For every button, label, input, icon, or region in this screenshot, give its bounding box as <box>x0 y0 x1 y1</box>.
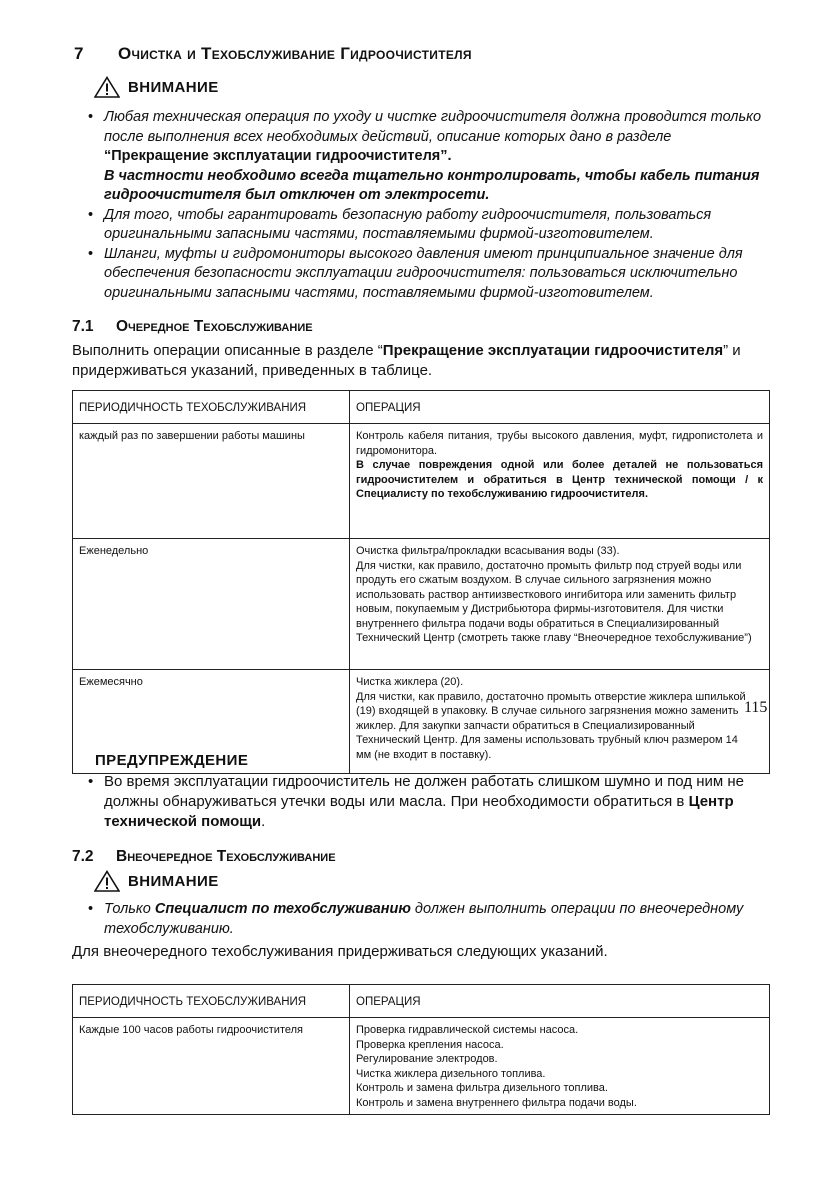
list-item: • Для того, чтобы гарантировать безопасную работу гидроочистителя, пользоваться оригинальными запасными частями, поставляемыми фирмой-изготовителем. <box>88 206 712 242</box>
warning-heading: ПРЕДУПРЕЖДЕНИЕ <box>95 752 249 769</box>
maintenance-table-extraordinary <box>72 984 770 1115</box>
warning-bold: Центр технической помощи <box>104 793 734 830</box>
warning-text: . <box>261 813 266 830</box>
attention-bold: Специалист по техобслуживанию <box>154 901 411 917</box>
list-item: • Только Специалист по техобслуживанию должен выполнить операции по внеочередному техобслуживанию. <box>88 901 744 937</box>
period-cell: Каждые 100 часов работы гидроочистителя <box>73 1018 350 1115</box>
operation-bold: В случае повреждения одной или более деталей не пользоваться гидроочистителем и обратиться в Центр технической помощи / к Специалисту по техобслуживанию гидроочистителя. <box>356 459 763 500</box>
maintenance-table-regular <box>72 390 770 774</box>
bullet-bold: В частности необходимо всегда тщательно контролировать, чтобы кабель питания гидроочистителя был отключен от электросети. <box>104 167 760 203</box>
section-number: 7.1 <box>72 318 94 335</box>
section-number: 7.2 <box>72 848 94 865</box>
warning-list <box>88 772 778 832</box>
table-row <box>73 539 770 670</box>
attention-text: должен выполнить операции по внеочередному техобслуживанию. <box>104 901 744 937</box>
table-row <box>73 1018 770 1115</box>
attention-list-2 <box>88 900 778 939</box>
operation-cell: Чистка жиклера (20). Для чистки, как правило, достаточно промыть отверстие жиклера шпилькой (19) входящей в упаковку. В случае сильного загрязнения можно заменить жиклер. Для закупки запчасти обратиться в Специализированный Технический Центр. Для замены использовать трубный ключ размером 14 мм (не входит в поставку). <box>350 670 770 774</box>
attention-list-1 <box>88 108 772 303</box>
operation-cell <box>350 424 770 539</box>
period-cell: Ежемесячно <box>73 670 350 774</box>
list-item: • Любая техническая операция по уходу и чистке гидроочистителя должна проводится только после выполнения всех необходимых действий, описание которых дано в разделе “Прекращение эксплуатации гидроочистителя”. В частности необходимо всегда тщательно контролировать, чтобы кабель питания гидроочистителя был отключен от электросети. <box>88 108 772 206</box>
section-title: Очередное Техобслуживание <box>116 318 313 335</box>
warning-triangle-icon <box>94 76 120 98</box>
bullet-text: Шланги, муфты и гидромониторы высокого давления имеют принципиальное значение для обеспечения безопасности эксплуатации гидроочистителя: пользоваться исключительно оригинальными запасными частями, поставляемыми фирмой-изготовителем. <box>104 245 743 301</box>
page-number: 115 <box>744 699 768 716</box>
attention-text: Только <box>104 901 155 917</box>
intro-bold: Прекращение эксплуатации гидроочистителя <box>382 342 724 359</box>
bullet-text: Любая техническая операция по уходу и чистке гидроочистителя должна проводится только после выполнения всех необходимых действий, описание которых дано в разделе <box>104 109 762 145</box>
section-7-1-heading <box>72 318 313 336</box>
intro-text: Выполнить операции описанные в разделе “ <box>72 342 383 359</box>
period-cell: каждый раз по завершении работы машины <box>73 424 350 539</box>
warning-text: Во время эксплуатации гидроочиститель не должен работать слишком шумно и под ним не должны обнаруживаться утечки воды или масла. При необходимости обратиться в <box>104 773 745 810</box>
bullet-text: Для того, чтобы гарантировать безопасную работу гидроочистителя, пользоваться оригинальными запасными частями, поставляемыми фирмой-изготовителем. <box>104 206 712 242</box>
table-row <box>73 424 770 539</box>
period-cell: Еженедельно <box>73 539 350 670</box>
section-7-1-intro <box>72 341 780 381</box>
column-header: ПЕРИОДИЧНОСТЬ ТЕХОБСЛУЖИВАНИЯ <box>73 391 350 424</box>
table-header-row <box>73 985 770 1018</box>
attention-label: ВНИМАНИЕ <box>128 78 219 96</box>
column-header: ПЕРИОДИЧНОСТЬ ТЕХОБСЛУЖИВАНИЯ <box>73 985 350 1018</box>
section-number: 7 <box>74 44 84 63</box>
column-header: ОПЕРАЦИЯ <box>350 985 770 1018</box>
section-title: Очистка и Техобслуживание Гидроочистителя <box>118 44 472 63</box>
operation-text: Контроль кабеля питания, трубы высокого давления, муфт, гидропистолета и гидромонитора. <box>356 430 763 457</box>
list-item: • Шланги, муфты и гидромониторы высокого давления имеют принципиальное значение для обеспечения безопасности эксплуатации гидроочистителя: пользоваться исключительно оригинальными запасными частями, поставляемыми фирмой-изготовителем. <box>88 245 743 301</box>
column-header: ОПЕРАЦИЯ <box>350 391 770 424</box>
attention-heading-2 <box>94 870 219 892</box>
section-title: Внеочередное Техобслуживание <box>116 848 336 865</box>
attention-label: ВНИМАНИЕ <box>128 872 219 890</box>
attention-heading-1 <box>94 76 219 98</box>
operation-cell: Проверка гидравлической системы насоса. Проверка крепления насоса. Регулирование электродов. Чистка жиклера дизельного топлива. Контроль и замена фильтра дизельного топлива. Контроль и замена внутреннего фильтра подачи воды. <box>350 1018 770 1115</box>
list-item: • Во время эксплуатации гидроочиститель не должен работать слишком шумно и под ним не должны обнаруживаться утечки воды или масла. При необходимости обратиться в Центр технической помощи. <box>88 773 745 830</box>
section-7-2-heading <box>72 848 336 866</box>
section-7-heading <box>74 44 472 64</box>
intro-text: ” и придерживаться указаний, приведенных в таблице. <box>72 342 741 379</box>
section-7-2-intro: Для внеочередного техобслуживания придерживаться следующих указаний. <box>72 943 608 960</box>
bullet-ref: “Прекращение эксплуатации гидроочистителя”. <box>104 148 452 164</box>
warning-triangle-icon <box>94 870 120 892</box>
table-header-row <box>73 391 770 424</box>
operation-cell: Очистка фильтра/прокладки всасывания воды (33). Для чистки, как правило, достаточно промыть фильтр под струей воды или продуть его сжатым воздухом. В случае сильного загрязнения можно использовать раствор антиизвесткового ингибитора или заменить фильтр новым, покупаемым у Дистрибьютора фирмы-изготовителя. Для чистки внутреннего фильтра подачи воды обратиться в Специализированный Технический Центр (смотреть также главу “Внеочередное техобслуживание”) <box>350 539 770 670</box>
